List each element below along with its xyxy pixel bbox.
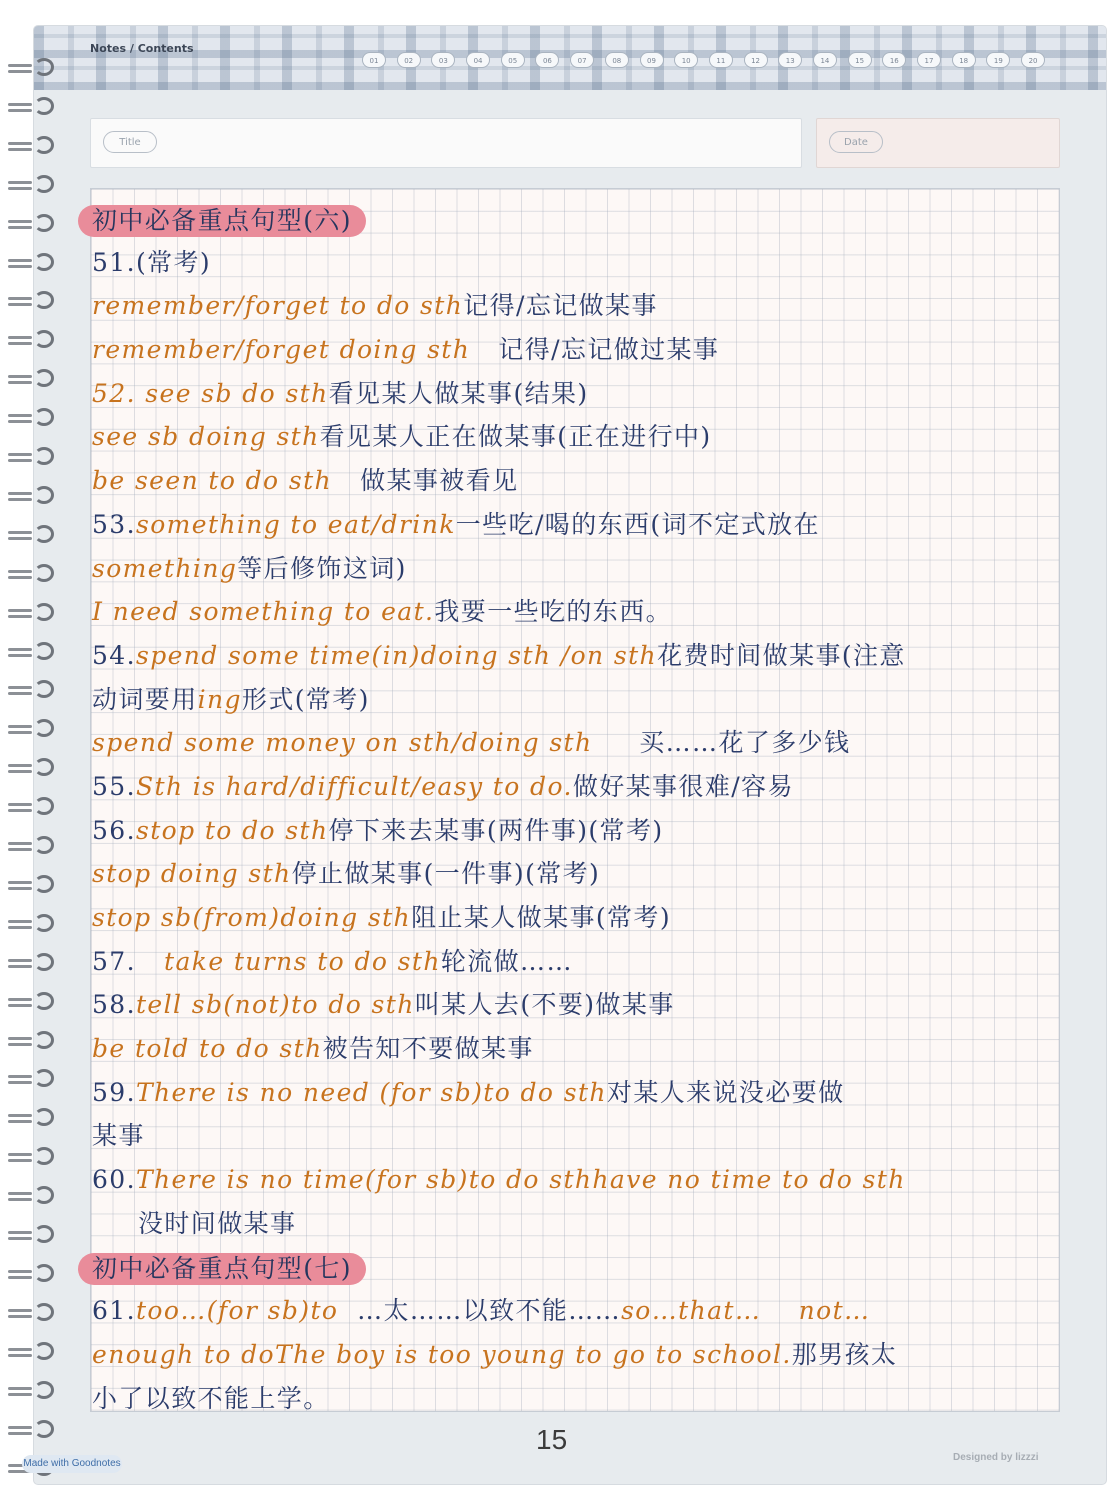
date-field[interactable] <box>816 118 1060 168</box>
binding-ring <box>8 1262 66 1284</box>
note-line: something等后修饰这词) <box>92 553 407 583</box>
note-line: 某事 <box>92 1121 145 1151</box>
note-line: spend some money on sth/doing sth 买……花了多少钱 <box>92 728 851 758</box>
binding-ring <box>8 95 66 117</box>
binding-ring <box>8 834 66 856</box>
note-line: 动词要用ing形式(常考) <box>92 684 370 714</box>
binding-ring <box>8 912 66 934</box>
section-tabs <box>362 52 1045 68</box>
note-line: 56.stop to do sth停下来去某事(两件事)(常考) <box>92 815 664 845</box>
note-line: 60.There is no time(for sb)to do sthhave no time to do sth <box>92 1165 906 1195</box>
note-line: 51.(常考) <box>92 247 212 277</box>
tab-13[interactable]: 13 <box>778 52 802 68</box>
binding-ring <box>8 951 66 973</box>
binding-ring <box>8 523 66 545</box>
note-line: 55.Sth is hard/difficult/easy to do.做好某事很难/容易 <box>92 771 794 801</box>
binding-ring <box>8 251 66 273</box>
note-line: see sb doing sth看见某人正在做某事(正在进行中) <box>92 422 712 452</box>
binding-ring <box>8 562 66 584</box>
note-line: 53.something to eat/drink一些吃/喝的东西(词不定式放在 <box>92 509 820 539</box>
title-label: Title <box>103 131 157 153</box>
tab-15[interactable]: 15 <box>848 52 872 68</box>
binding-ring <box>8 1301 66 1323</box>
tab-10[interactable]: 10 <box>674 52 698 68</box>
tab-05[interactable]: 05 <box>501 52 525 68</box>
binding-ring <box>8 717 66 739</box>
tab-09[interactable]: 09 <box>640 52 664 68</box>
binding-ring <box>8 873 66 895</box>
binding-ring <box>8 1340 66 1362</box>
tab-12[interactable]: 12 <box>744 52 768 68</box>
tab-06[interactable]: 06 <box>535 52 559 68</box>
note-line: 52. see sb do sth看见某人做某事(结果) <box>92 378 589 408</box>
designer-credit: Designed by lizzzi <box>953 1452 1039 1463</box>
binding-ring <box>8 212 66 234</box>
binding-ring <box>8 990 66 1012</box>
tab-19[interactable]: 19 <box>986 52 1010 68</box>
tab-11[interactable]: 11 <box>709 52 733 68</box>
tab-07[interactable]: 07 <box>570 52 594 68</box>
tab-08[interactable]: 08 <box>605 52 629 68</box>
binding-ring <box>8 1223 66 1245</box>
goodnotes-badge: Made with Goodnotes <box>22 1455 122 1473</box>
tab-03[interactable]: 03 <box>431 52 455 68</box>
binding-ring <box>8 328 66 350</box>
binding-ring <box>8 640 66 662</box>
binding-ring <box>8 406 66 428</box>
note-line: 59.There is no need (for sb)to do sth对某人来说没必要做 <box>92 1077 845 1107</box>
binding-ring <box>8 601 66 623</box>
binding-ring <box>8 1379 66 1401</box>
binding-ring <box>8 1145 66 1167</box>
tab-02[interactable]: 02 <box>397 52 421 68</box>
note-line: remember/forget doing sth 记得/忘记做过某事 <box>92 335 720 365</box>
binding-ring <box>8 1184 66 1206</box>
tab-16[interactable]: 16 <box>882 52 906 68</box>
note-line: 61.too…(for sb)to …太……以致不能……so…that… not… <box>92 1296 871 1326</box>
tab-01[interactable]: 01 <box>362 52 386 68</box>
note-line: 54.spend some time(in)doing sth /on sth花费时间做某事(注意 <box>92 640 906 670</box>
binding-ring <box>8 289 66 311</box>
tab-04[interactable]: 04 <box>466 52 490 68</box>
note-line: stop sb(from)doing sth阻止某人做某事(常考) <box>92 903 671 932</box>
tab-20[interactable]: 20 <box>1021 52 1045 68</box>
note-line: I need something to eat.我要一些吃的东西。 <box>92 597 672 627</box>
note-line: 小了以致不能上学。 <box>92 1383 330 1413</box>
binding-ring <box>8 134 66 156</box>
note-line: 57. take turns to do sth轮流做…… <box>92 946 573 976</box>
binding-ring <box>8 484 66 506</box>
binding-ring <box>8 756 66 778</box>
note-line: be told to do sth被告知不要做某事 <box>92 1034 534 1064</box>
date-label: Date <box>829 131 883 153</box>
note-line: 没时间做某事 <box>138 1208 297 1238</box>
binding-ring <box>8 678 66 700</box>
note-line: be seen to do sth 做某事被看见 <box>92 466 519 496</box>
page-number: 15 <box>536 1424 568 1455</box>
title-field[interactable] <box>90 118 802 168</box>
binding-ring <box>8 1106 66 1128</box>
note-line: stop doing sth停止做某事(一件事)(常考) <box>92 859 601 889</box>
binding-ring <box>8 1029 66 1051</box>
tab-17[interactable]: 17 <box>917 52 941 68</box>
binding-ring <box>8 173 66 195</box>
binding-ring <box>8 56 66 78</box>
note-line: enough to doThe boy is too young to go to school.那男孩太 <box>92 1339 898 1369</box>
binding-ring <box>8 445 66 467</box>
binding-ring <box>8 1067 66 1089</box>
note-line: remember/forget to do sth记得/忘记做某事 <box>92 291 658 321</box>
tab-18[interactable]: 18 <box>952 52 976 68</box>
binding-ring <box>8 1418 66 1440</box>
section-heading: 初中必备重点句型(七) <box>92 1246 1054 1290</box>
tab-14[interactable]: 14 <box>813 52 837 68</box>
breadcrumb[interactable]: Notes / Contents <box>90 42 194 55</box>
binding-ring <box>8 367 66 389</box>
binding-ring <box>8 795 66 817</box>
note-line: 58.tell sb(not)to do sth叫某人去(不要)做某事 <box>92 990 675 1020</box>
section-heading: 初中必备重点句型(六) <box>92 197 1054 241</box>
notes-content <box>92 197 1054 1420</box>
